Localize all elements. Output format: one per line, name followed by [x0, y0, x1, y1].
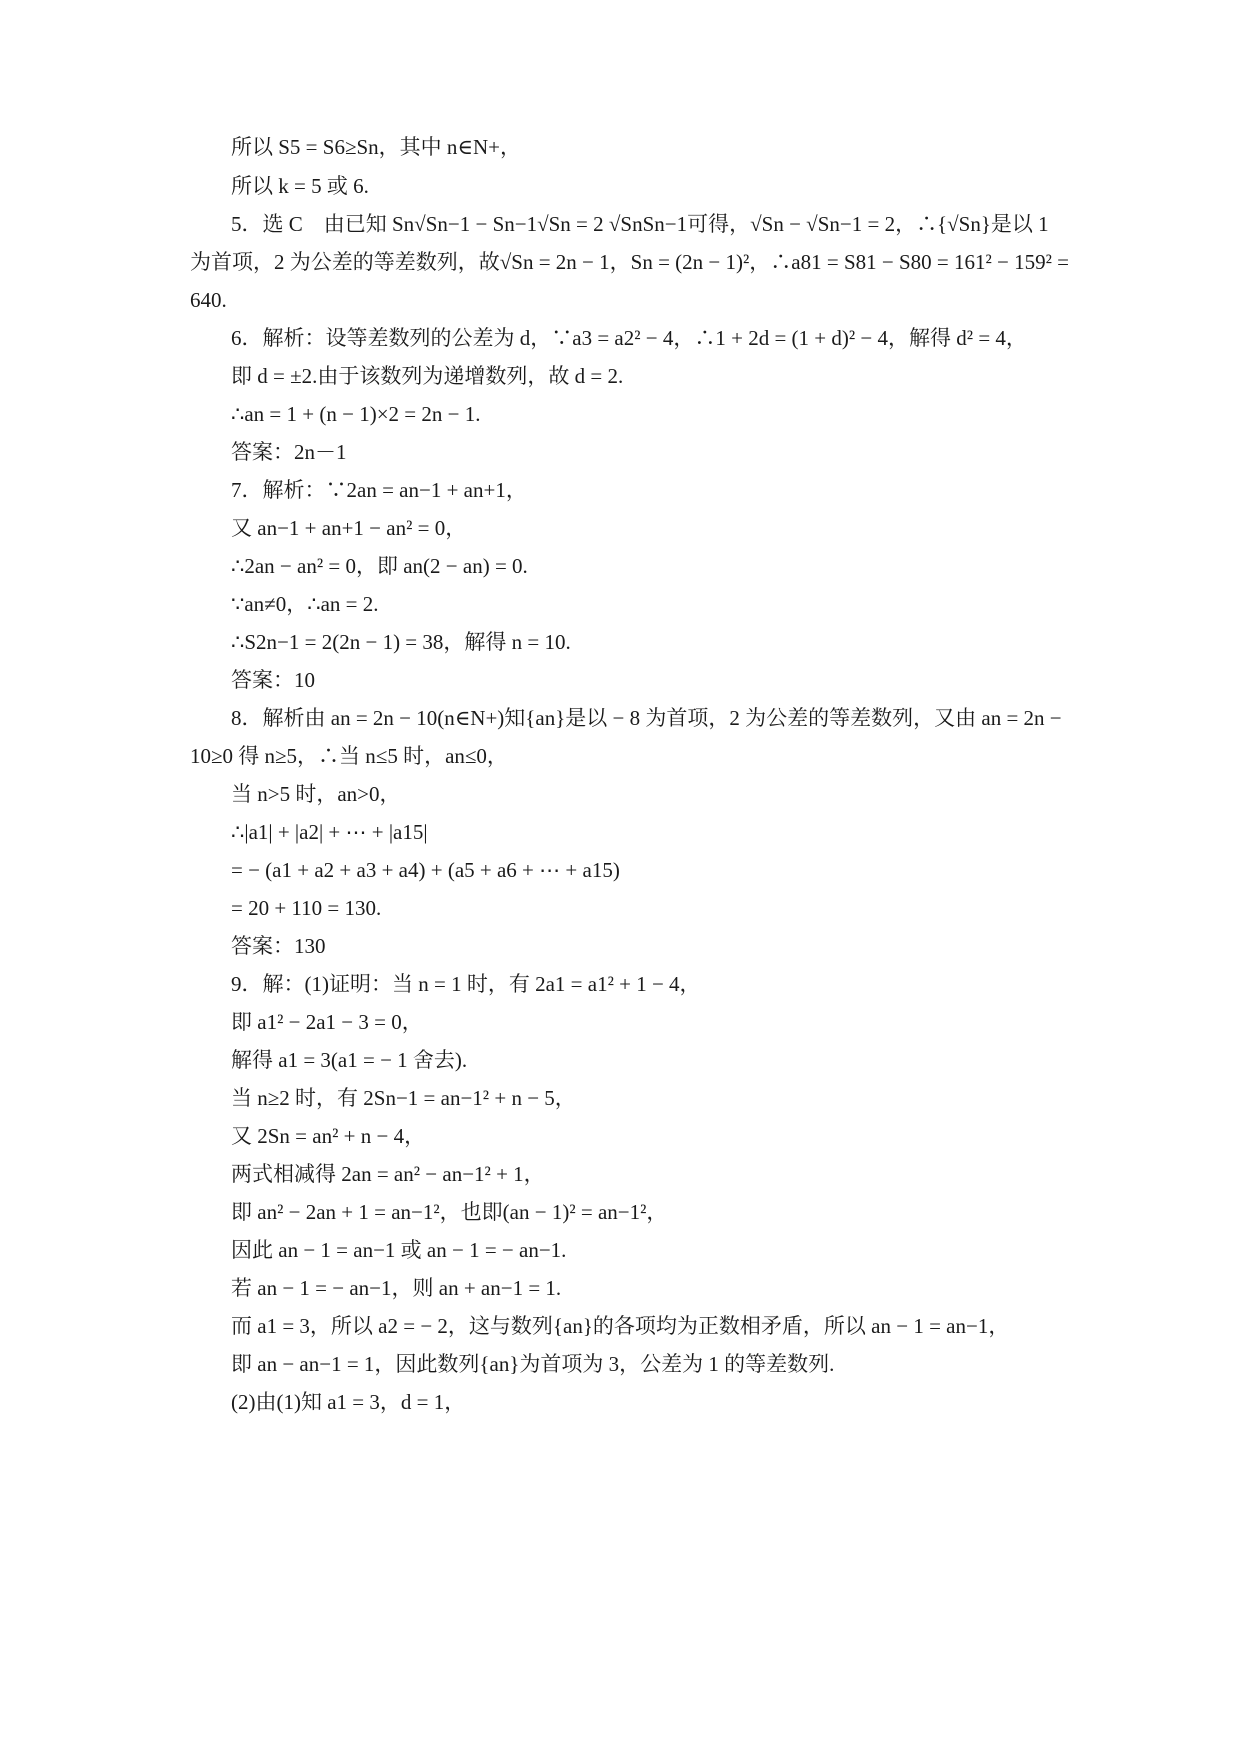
- text-line: 640.: [190, 288, 227, 312]
- text-line: ∴|a1| + |a2| + ⋯ + |a15|: [231, 820, 428, 844]
- text-line: 答案：10: [231, 668, 315, 692]
- text-line: 6．解析：设等差数列的公差为 d，∵a3 = a2² − 4，∴1 + 2d = (1 + d)² − 4，解得 d² = 4，: [231, 326, 1027, 350]
- text-line: 9．解：(1)证明：当 n = 1 时，有 2a1 = a1² + 1 − 4，: [231, 972, 701, 996]
- text-line: 当 n>5 时，an>0，: [231, 782, 401, 806]
- text-line: 所以 S5 = S6≥Sn，其中 n∈N+，: [231, 135, 521, 159]
- text-line: 当 n≥2 时，有 2Sn−1 = an−1² + n − 5，: [231, 1086, 576, 1110]
- text-line: 10≥0 得 n≥5，∴当 n≤5 时，an≤0，: [190, 744, 508, 768]
- text-line: 解得 a1 = 3(a1 = − 1 舍去).: [231, 1048, 468, 1072]
- text-line: 7．解析：∵2an = an−1 + an+1，: [231, 478, 527, 502]
- text-line: 所以 k = 5 或 6.: [231, 174, 369, 198]
- text-line: 即 an − an−1 = 1，因此数列{an}为首项为 3，公差为 1 的等差数列.: [231, 1352, 835, 1376]
- text-line: 因此 an − 1 = an−1 或 an − 1 = − an−1.: [231, 1238, 567, 1262]
- text-line: 而 a1 = 3，所以 a2 = − 2，这与数列{an}的各项均为正数相矛盾，所以 an − 1 = an−1，: [231, 1314, 1010, 1338]
- text-line: (2)由(1)知 a1 = 3，d = 1，: [231, 1390, 466, 1414]
- text-line: 答案：130: [231, 934, 326, 958]
- text-line: ∵an≠0，∴an = 2.: [231, 592, 379, 616]
- text-line: ∴S2n−1 = 2(2n − 1) = 38，解得 n = 10.: [231, 630, 571, 654]
- text-line: 若 an − 1 = − an−1，则 an + an−1 = 1.: [231, 1276, 562, 1300]
- text-line: ∴an = 1 + (n − 1)×2 = 2n − 1.: [231, 402, 481, 426]
- text-line: 8．解析由 an = 2n − 10(n∈N+)知{an}是以 − 8 为首项，2 为公差的等差数列，又由 an = 2n −: [231, 706, 1062, 730]
- text-line: 为首项，2 为公差的等差数列，故√Sn = 2n − 1，Sn = (2n − 1)²，∴a81 = S81 − S80 = 161² − 159² =: [190, 250, 1070, 274]
- text-line: ∴2an − an² = 0，即 an(2 − an) = 0.: [231, 554, 528, 578]
- text-line: = 20 + 110 = 130.: [231, 896, 382, 920]
- text-line: 即 an² − 2an + 1 = an−1²，也即(an − 1)² = an−1²，: [231, 1200, 668, 1224]
- text-line: 两式相减得 2an = an² − an−1² + 1，: [231, 1162, 545, 1186]
- text-line: 即 d = ±2.由于该数列为递增数列，故 d = 2.: [231, 364, 624, 388]
- text-line: 又 an−1 + an+1 − an² = 0，: [231, 516, 467, 540]
- text-line: 5．选 C 由已知 Sn√Sn−1 − Sn−1√Sn = 2 √SnSn−1可得，√Sn − √Sn−1 = 2，∴{√Sn}是以 1: [231, 212, 1049, 236]
- text-line: = − (a1 + a2 + a3 + a4) + (a5 + a6 + ⋯ + a15): [231, 858, 620, 882]
- text-line: 答案：2n－1: [231, 440, 347, 464]
- text-line: 又 2Sn = an² + n − 4，: [231, 1124, 426, 1148]
- text-line: 即 a1² − 2a1 − 3 = 0，: [231, 1010, 423, 1034]
